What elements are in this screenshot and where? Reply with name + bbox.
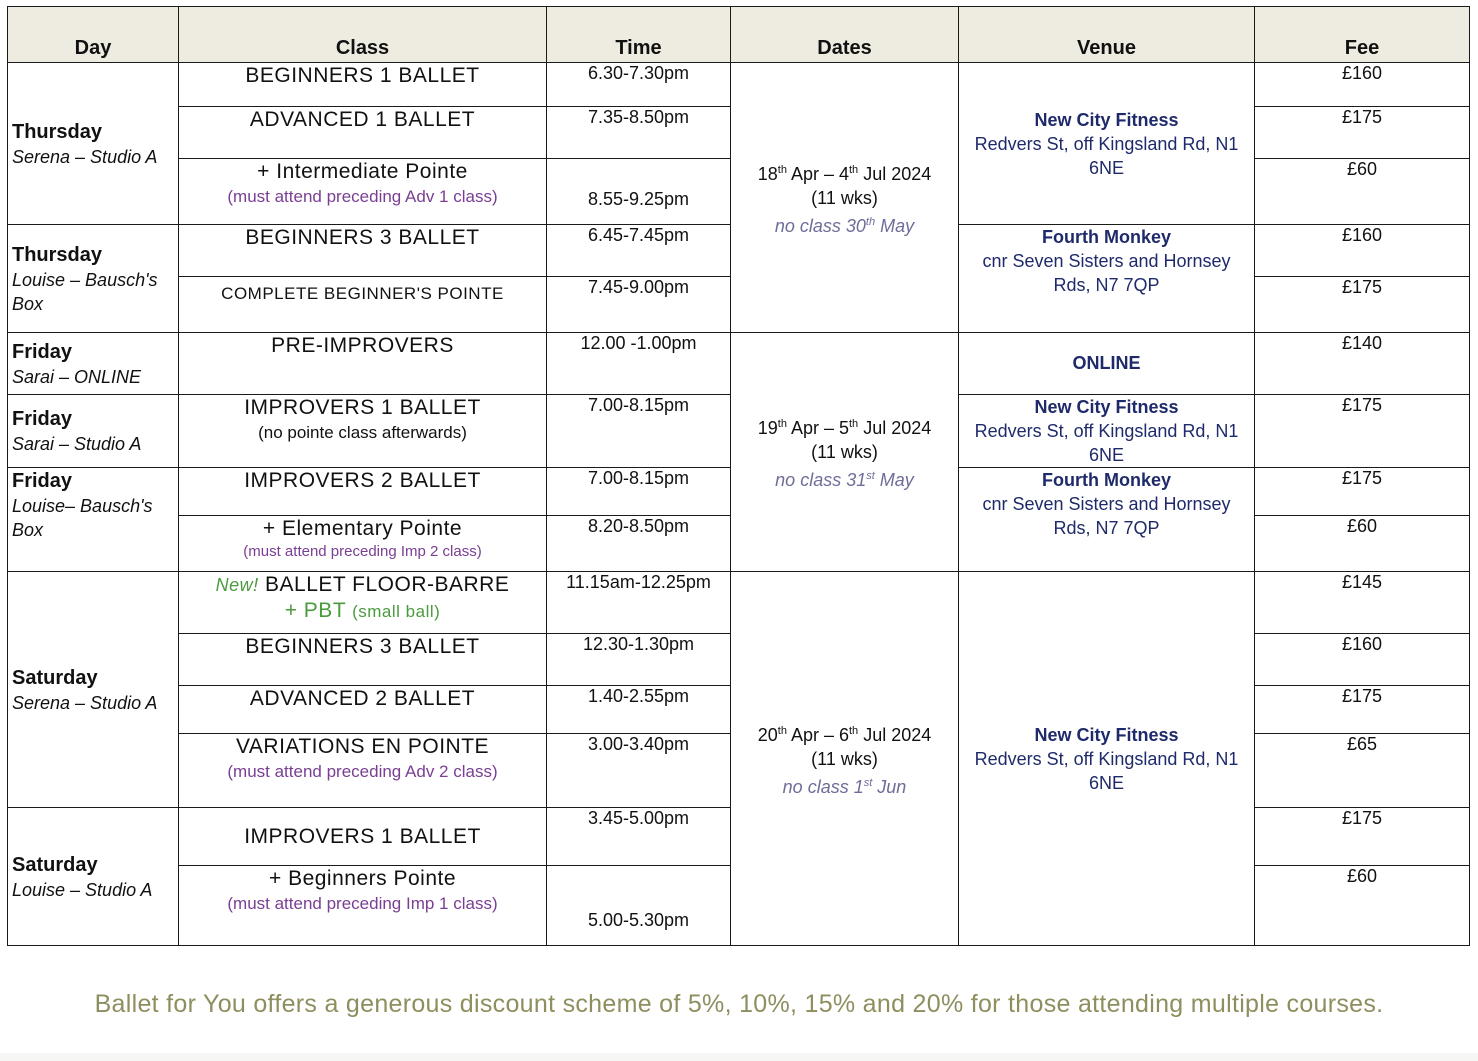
day-teacher: Serena – Studio A [12, 692, 158, 713]
time-cell: 8.20-8.50pm [547, 516, 731, 572]
header-row [8, 7, 1470, 63]
day-teacher: Louise– Bausch's Box [12, 496, 153, 540]
venue-name: New City Fitness [1034, 397, 1179, 417]
fee-cell: £175 [1255, 686, 1470, 734]
venue-name: ONLINE [1072, 353, 1141, 373]
time-cell: 7.00-8.15pm [547, 395, 731, 468]
fee-cell: £160 [1255, 63, 1470, 107]
fee-cell: £60 [1255, 516, 1470, 572]
dates-range: 20th Apr – 6th Jul 2024 [757, 724, 932, 745]
class-title: ADVANCED 2 BALLET [249, 687, 476, 710]
day-cell [8, 333, 179, 395]
fee-cell: £175 [1255, 468, 1470, 516]
class-cell [179, 225, 547, 277]
venue-cell [959, 395, 1255, 468]
time-cell: 1.40-2.55pm [547, 686, 731, 734]
time-cell: 6.30-7.30pm [547, 63, 731, 107]
class-title: PRE-IMPROVERS [271, 334, 454, 357]
day-teacher: Louise – Studio A [12, 879, 153, 900]
time-cell: 7.00-8.15pm [547, 468, 731, 516]
class-note: (must attend preceding Imp 2 class) [243, 543, 482, 560]
day-name: Friday [12, 408, 73, 430]
day-name: Thursday [12, 243, 103, 266]
class-note: (must attend preceding Imp 1 class) [227, 894, 498, 913]
class-subnote: (no pointe class afterwards) [258, 423, 467, 442]
class-title: BEGINNERS 3 BALLET [245, 635, 480, 658]
time-cell: 3.45-5.00pm [547, 808, 731, 866]
time-cell: 12.00 -1.00pm [547, 333, 731, 395]
class-timetable [7, 6, 1470, 946]
venue-name: Fourth Monkey [1042, 470, 1171, 490]
dates-cell [731, 572, 959, 946]
venue-cell [959, 63, 1255, 225]
fee-cell: £60 [1255, 866, 1470, 946]
class-title: IMPROVERS 2 BALLET [244, 469, 481, 492]
dates-no-class: no class 30th May [774, 215, 915, 236]
class-note: (must attend preceding Adv 1 class) [227, 187, 498, 206]
table-row [8, 572, 1470, 634]
venue-postcode: Rds, N7 7QP [1053, 518, 1160, 538]
time-cell: 6.45-7.45pm [547, 225, 731, 277]
venue-cell [959, 572, 1255, 946]
class-cell [179, 734, 547, 808]
class-cell [179, 395, 547, 468]
venue-address: cnr Seven Sisters and Hornsey [982, 251, 1231, 271]
class-cell [179, 572, 547, 634]
header-venue: Venue [959, 7, 1255, 63]
fee-cell: £175 [1255, 395, 1470, 468]
class-title: BEGINNERS 3 BALLET [245, 226, 480, 249]
class-cell [179, 686, 547, 734]
day-name: Friday [12, 470, 73, 492]
class-cell [179, 333, 547, 395]
dates-range: 19th Apr – 5th Jul 2024 [757, 418, 932, 438]
fee-cell: £60 [1255, 159, 1470, 225]
class-cell [179, 516, 547, 572]
header-time: Time [547, 7, 731, 63]
class-title: IMPROVERS 1 BALLET [244, 396, 481, 419]
dates-no-class: no class 31st May [775, 470, 914, 490]
venue-name: Fourth Monkey [1042, 227, 1171, 247]
new-tag: New! [215, 575, 259, 595]
dates-no-class: no class 1st Jun [782, 776, 907, 797]
dates-weeks: (11 wks) [811, 748, 878, 769]
venue-postcode: 6NE [1088, 157, 1124, 178]
day-name: Saturday [12, 853, 98, 876]
class-title: + Elementary Pointe [262, 517, 463, 540]
page-bottom-strip [0, 1053, 1478, 1061]
header-day: Day [8, 7, 179, 63]
day-name: Thursday [12, 120, 103, 143]
class-cell [179, 634, 547, 686]
venue-name: New City Fitness [1034, 724, 1179, 745]
day-teacher: Sarai – Studio A [12, 434, 142, 454]
day-teacher: Serena – Studio A [12, 146, 158, 167]
class-title: + Beginners Pointe [268, 867, 457, 890]
day-cell [8, 808, 179, 946]
class-cell [179, 159, 547, 225]
class-title: COMPLETE BEGINNER'S POINTE [221, 284, 504, 303]
day-teacher: Sarai – ONLINE [12, 366, 142, 387]
class-cell [179, 866, 547, 946]
class-cell [179, 808, 547, 866]
day-cell [8, 395, 179, 468]
fee-cell: £160 [1255, 225, 1470, 277]
dates-cell [731, 333, 959, 572]
day-name: Saturday [12, 666, 98, 689]
fee-cell: £145 [1255, 572, 1470, 634]
time-cell: 12.30-1.30pm [547, 634, 731, 686]
fee-cell: £175 [1255, 107, 1470, 159]
table-row [8, 333, 1470, 395]
venue-name: New City Fitness [1034, 109, 1179, 130]
class-title: IMPROVERS 1 BALLET [244, 824, 481, 848]
header-class: Class [179, 7, 547, 63]
day-cell [8, 468, 179, 572]
fee-cell: £140 [1255, 333, 1470, 395]
day-cell [8, 572, 179, 808]
venue-cell [959, 225, 1255, 333]
class-title: + Intermediate Pointe [257, 160, 468, 183]
header-fee: Fee [1255, 7, 1470, 63]
class-title: BEGINNERS 1 BALLET [245, 64, 480, 87]
class-title: ADVANCED 1 BALLET [249, 108, 476, 131]
class-note: (must attend preceding Adv 2 class) [227, 762, 498, 781]
time-cell: 3.00-3.40pm [547, 734, 731, 808]
dates-weeks: (11 wks) [811, 442, 878, 462]
venue-address: cnr Seven Sisters and Hornsey [982, 494, 1231, 514]
fee-cell: £65 [1255, 734, 1470, 808]
dates-cell [731, 63, 959, 333]
venue-postcode: Rds, N7 7QP [1053, 275, 1160, 295]
day-teacher: Louise – Bausch's Box [12, 269, 158, 314]
dates-weeks: (11 wks) [811, 187, 878, 208]
dates-range: 18th Apr – 4th Jul 2024 [757, 163, 932, 184]
venue-address: Redvers St, off Kingsland Rd, N1 [974, 133, 1239, 154]
day-name: Friday [12, 340, 73, 363]
venue-address: Redvers St, off Kingsland Rd, N1 [974, 421, 1239, 441]
time-cell: 5.00-5.30pm [547, 866, 731, 946]
venue-postcode: 6NE [1088, 445, 1124, 465]
fee-cell: £175 [1255, 808, 1470, 866]
discount-note: Ballet for You offers a generous discount scheme of 5%, 10%, 15% and 20% for those attending multiple courses. [94, 990, 1384, 1018]
time-cell: 8.55-9.25pm [547, 159, 731, 225]
venue-address: Redvers St, off Kingsland Rd, N1 [974, 748, 1239, 769]
fee-cell: £175 [1255, 277, 1470, 333]
time-cell: 7.35-8.50pm [547, 107, 731, 159]
class-cell [179, 468, 547, 516]
class-title: New! BALLET FLOOR-BARRE [215, 573, 510, 596]
class-cell [179, 63, 547, 107]
class-cell [179, 277, 547, 333]
time-cell: 7.45-9.00pm [547, 277, 731, 333]
day-cell [8, 63, 179, 225]
header-dates: Dates [731, 7, 959, 63]
fee-cell: £160 [1255, 634, 1470, 686]
venue-cell [959, 468, 1255, 572]
table-row [8, 63, 1470, 107]
class-cell [179, 107, 547, 159]
time-cell: 11.15am-12.25pm [547, 572, 731, 634]
class-title: VARIATIONS EN POINTE [235, 735, 490, 758]
venue-cell [959, 333, 1255, 395]
class-extra: + PBT (small ball) [284, 599, 441, 622]
day-cell [8, 225, 179, 333]
venue-postcode: 6NE [1088, 772, 1124, 793]
